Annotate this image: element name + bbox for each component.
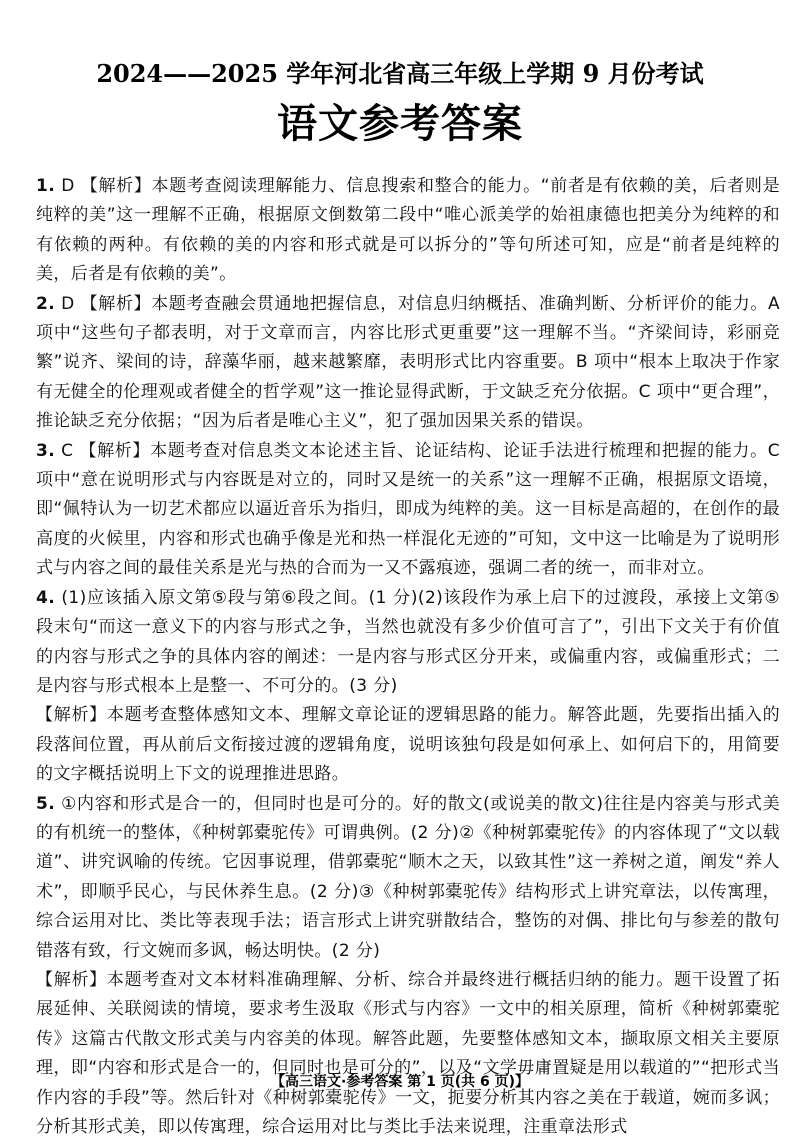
answer-item-1 <box>36 172 780 290</box>
answer-list <box>36 172 780 1142</box>
question-number: 1. <box>36 176 56 196</box>
answer-text: C 【解析】本题考查对信息类文本论述主旨、论证结构、论证手法进行梳理和把握的能力。C 项中“意在说明形式与内容既是对立的，同时又是统一的关系”这一理解不正确，根据原文语境，即“佩特认为一切艺术都应以逼近音乐为指归，即成为纯粹的美。这一目标是高超的，在创作的最高度的火候里，内容和形式也确乎像是光和热一样混化无迹的”可知，文中这一比喻是为了说明形式与内容之间的最佳关系是光与热的合而为一又不露痕迹，强调二者的统一，而非对立。 <box>36 440 780 579</box>
answer-text: ①内容和形式是合一的，但同时也是可分的。好的散文(或说美的散文)往往是内容美与形式美的有机统一的整体，《种树郭橐驼传》可谓典例。(2 分)②《种树郭橐驼传》的内容体现了“文以载道”、讲究讽喻的传统。它因事说理，借郭橐驼“顺木之天，以致其性”这一养树之道，阐发“养人术”，即顺乎民心，与民休养生息。(2 分)③《种树郭橐驼传》结构形式上讲究章法，以传寓理，综合运用对比、类比等表现手法；语言形式上讲究骈散结合，整饬的对偶、排比句与参差的散句错落有致，行文婉而多讽，畅达明快。(2 分) <box>36 793 780 961</box>
exam-title: 2024——2025 学年河北省高三年级上学期 9 月份考试 <box>96 59 704 88</box>
answer-item-2 <box>36 290 780 437</box>
page-footer: 【高三语文·参考答案 第 1 页(共 6 页)】 <box>271 1074 529 1090</box>
document-title: 语文参考答案 <box>277 100 523 147</box>
answer-item-3 <box>36 437 780 584</box>
question-number: 3. <box>36 440 56 461</box>
answer-text: (1)应该插入原文第⑤段与第⑥段之间。(1 分)(2)该段作为承上启下的过渡段，承接上文第⑤段末句“而这一意义下的内容与形式之争，当然也就没有多少价值可言了”，引出下文关于有价值的内容与形式之争的具体内容的阐述：一是内容与形式区分开来，或偏重内容，或偏重形式；二是内容与形式根本上是整一、不可分的。(3 分) <box>36 587 781 696</box>
answer-text: D 【解析】本题考查阅读理解能力、信息搜索和整合的能力。“前者是有依赖的美，后者则是纯粹的美”这一理解不正确，根据原文倒数第二段中“唯心派美学的始祖康德也把美分为纯粹的和有依赖的两种。有依赖的美的内容和形式就是可以拆分的”等句所述可知，应是“前者是纯粹的美，后者是有依赖的美”。 <box>36 176 780 285</box>
answer-text: D 【解析】本题考查融会贯通地把握信息，对信息归纳概括、准确判断、分析评价的能力。A 项中“这些句子都表明，对于文章而言，内容比形式更重要”这一理解不当。“齐梁间诗，彩丽竞繁”说齐、梁间的诗，辞藻华丽，越来越繁靡，表明形式比内容重要。B 项中“根本上取决于作家有无健全的伦理观或者健全的哲学观”这一推论显得武断，于文缺乏充分依据。C 项中“更合理”，推论缺乏充分依据；“因为后者是唯心主义”，犯了强加因果关系的错误。 <box>36 293 780 432</box>
analysis-text: 【解析】本题考查对文本材料准确理解、分析、综合并最终进行概括归纳的能力。题干设置了拓展延伸、关联阅读的情境，要求考生汲取《形式与内容》一文中的相关原理，简析《种树郭橐驼传》这篇古代散文形式美与内容美的体现。解答此题，先要整体感知文本，撷取原文相关主要原理，即“内容和形式是合一的，但同时也是可分的”，以及“文学毋庸置疑是用以载道的”“把形式当作内容的手段”等。然后针对《种树郭橐驼传》一文，扼要分析其内容之美在于载道，婉而多讽；分析其形式美，即以传寓理，综合运用对比与类比手法来说理，注重章法形式 <box>36 969 780 1137</box>
question-number: 2. <box>36 293 56 314</box>
analysis-text: 【解析】本题考查整体感知文本、理解文章论证的逻辑思路的能力。解答此题，先要指出插入的段落间位置，再从前后文衔接过渡的逻辑角度，说明该独句段是如何承上、如何启下的，用简要的文字概括说明上下文的说理推进思路。 <box>36 705 780 785</box>
question-number: 5. <box>36 793 56 814</box>
answer-item-4 <box>36 584 780 790</box>
question-number: 4. <box>36 587 56 608</box>
